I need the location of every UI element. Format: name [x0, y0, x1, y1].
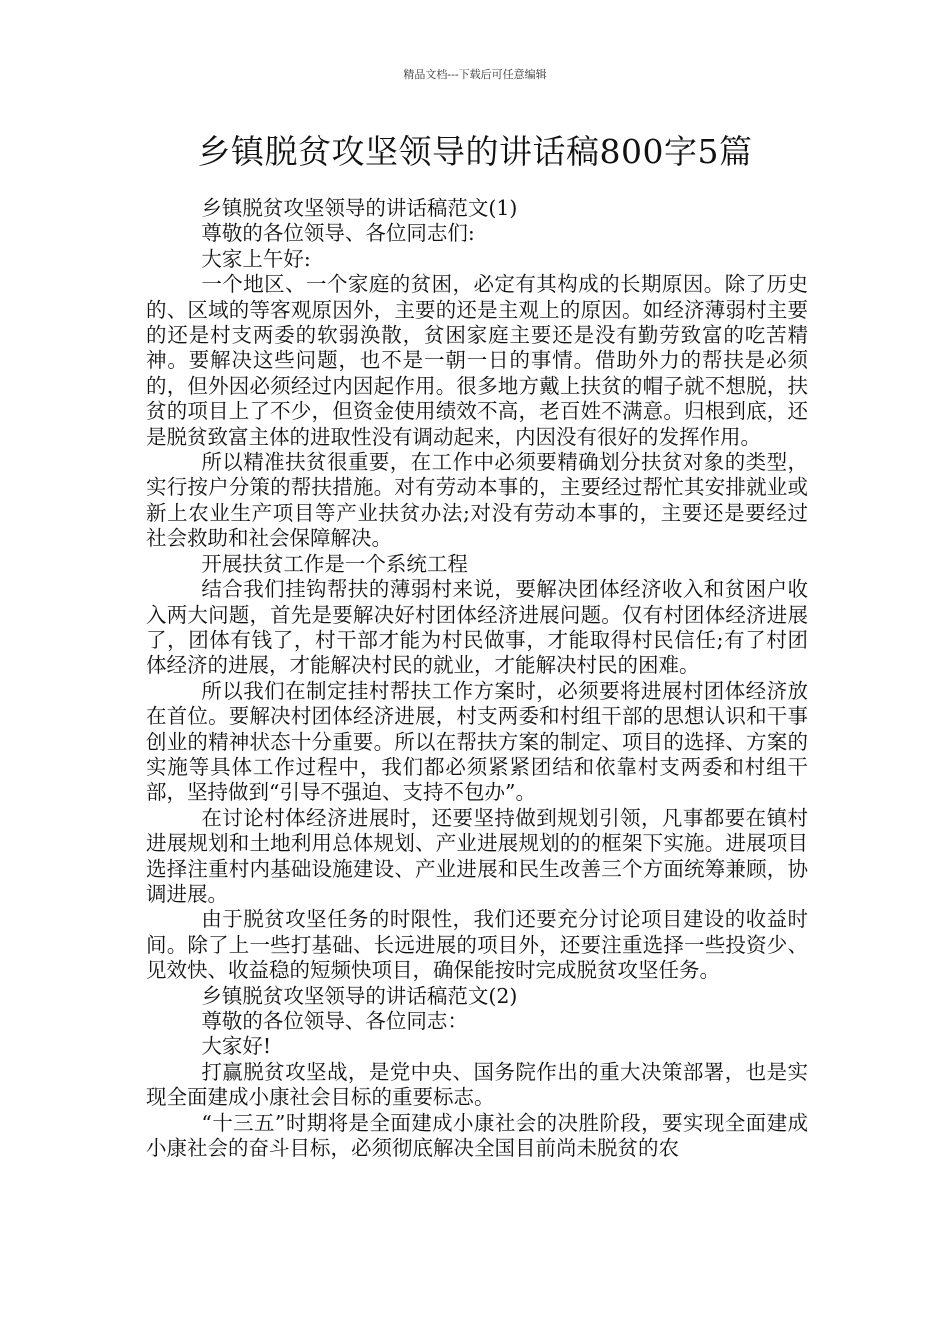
paragraph-salutation-2: 尊敬的各位领导、各位同志： — [201, 1009, 468, 1033]
paragraph-body: 所以精准扶贫很重要，在工作中必须要精确划分扶贫对象的类型，实行按户分策的帮扶措施。对有劳动本事的，主要经过帮忙其安排就业或新上农业生产项目等产业扶贫办法;对没有劳动本事的，主要还是要经过社会救助和社会保障解决。 — [146, 450, 808, 551]
document-body — [146, 196, 808, 1161]
page-header-note: 精品文档---下载后可任意编辑 — [403, 68, 547, 81]
paragraph-section-heading-2: 乡镇脱贫攻坚领导的讲话稿范文(2) — [201, 983, 518, 1008]
paragraph-salutation-1: 尊敬的各位领导、各位同志们: — [201, 221, 475, 246]
document-title: 乡镇脱贫攻坚领导的讲话稿800字5篇 — [197, 132, 753, 171]
paragraph-body: 所以我们在制定挂村帮扶工作方案时，必须要将进展村团体经济放在首位。要解决村团体经济进展，村支两委和村组干部的思想认识和干事创业的精神状态十分重要。所以在帮扶方案的制定、项目的选择、方案的实施等具体工作过程中，我们都必须紧紧团结和依靠村支两委和村组干部，坚持做到“引导不强迫、支持不包办”。 — [146, 678, 808, 805]
paragraph-body: 结合我们挂钩帮扶的薄弱村来说，要解决团体经济收入和贫困户收入两大问题，首先是要解决好村团体经济进展问题。仅有村团体经济进展了，团体有钱了，村干部才能为村民做事，才能取得村民信任;有了村团体经济的进展，才能解决村民的就业，才能解决村民的困难。 — [146, 577, 808, 678]
paragraph-greeting-2: 大家好! — [201, 1034, 272, 1059]
paragraph-body: 在讨论村体经济进展时，还要坚持做到规划引领，凡事都要在镇村进展规划和土地利用总体规划、产业进展规划的的框架下实施。进展项目选择注重村内基础设施建设、产业进展和民生改善三个方面统筹兼顾，协调进展。 — [146, 805, 808, 906]
paragraph-body: 打赢脱贫攻坚战，是党中央、国务院作出的重大决策部署，也是实现全面建成小康社会目标的重要标志。 — [146, 1059, 808, 1110]
paragraph-body: 一个地区、一个家庭的贫困，必定有其构成的长期原因。除了历史的、区域的等客观原因外，主要的还是主观上的原因。如经济薄弱村主要的还是村支两委的软弱涣散，贫困家庭主要还是没有勤劳致富的吃苦精神。要解决这些问题，也不是一朝一日的事情。借助外力的帮扶是必须的，但外因必须经过内因起作用。很多地方戴上扶贫的帽子就不想脱，扶贫的项目上了不少，但资金使用绩效不高，老百姓不满意。归根到底，还是脱贫致富主体的进取性没有调动起来，内因没有很好的发挥作用。 — [146, 272, 808, 449]
paragraph-body: “十三五”时期将是全面建成小康社会的决胜阶段，要实现全面建成小康社会的奋斗目标，必须彻底解决全国目前尚未脱贫的农 — [146, 1110, 808, 1161]
paragraph-subheading: 开展扶贫工作是一个系统工程 — [201, 551, 468, 576]
paragraph-section-heading-1: 乡镇脱贫攻坚领导的讲话稿范文(1) — [201, 196, 518, 220]
paragraph-greeting-1: 大家上午好: — [201, 246, 311, 271]
paragraph-body: 由于脱贫攻坚任务的时限性，我们还要充分讨论项目建设的收益时间。除了上一些打基础、长远进展的项目外，还要注重选择一些投资少、见效快、收益稳的短频快项目，确保能按时完成脱贫攻坚任务。 — [146, 907, 808, 983]
